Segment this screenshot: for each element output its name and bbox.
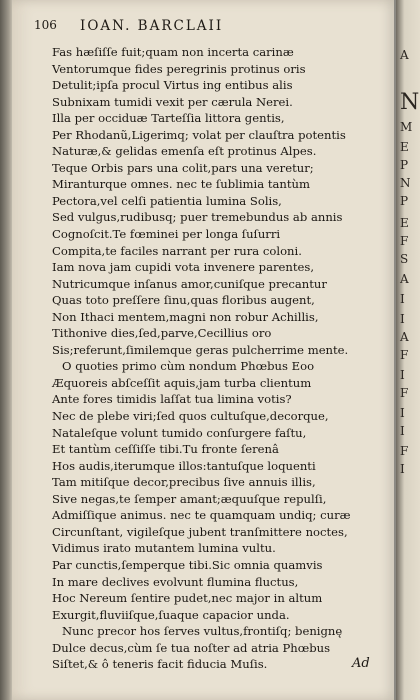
verse-line: Nutricumque inſanus amor,cuniſque precantur [52, 276, 327, 291]
verse-line: Ventorumque fides peregrinis protinus oris [52, 61, 306, 76]
verse-line: Exurgit,fluviiſque,ſuaque capacior unda. [52, 607, 290, 622]
verse-line: Subnixam tumidi vexit per cærula Nerei. [52, 94, 293, 109]
verse-line: Quas toto preſſere ſinu,quas floribus augent, [52, 293, 315, 308]
verse-line: Fas hæſiſſe fuit;quam non incerta carinæ [52, 45, 294, 59]
poem-text [52, 44, 382, 673]
verse-line: Pectora,vel celſi patientia lumina Solis, [52, 193, 282, 208]
verse-line: Par cunctis,ſemperque tibi.Sic omnia quamvis [52, 557, 323, 572]
facing-page-letter: M [400, 120, 413, 134]
verse-line: In mare declives evolvunt flumina fluctus, [52, 574, 299, 589]
verse-line: Sed vulgus,rudibusq; puer tremebundus ab annis [52, 210, 343, 225]
facing-page-edge [396, 0, 420, 700]
running-head: IOAN. BARCLAII [80, 18, 224, 34]
verse-line: Iam nova jam cupidi vota invenere parentes, [52, 260, 315, 275]
facing-page-letter: F [400, 348, 409, 362]
facing-page-letter: I [400, 368, 405, 382]
facing-page-letter: E [400, 216, 409, 230]
verse-line: Nataleſque volunt tumido conſurgere faſtu, [52, 425, 307, 440]
facing-page-letter: N [400, 176, 411, 190]
facing-page-letter: I [400, 424, 405, 438]
verse-line: Et tantùm ceſſiſſe tibi.Tu fronte ſerenâ [52, 442, 279, 457]
facing-page-letter: I [400, 406, 405, 420]
facing-page-letter: P [400, 158, 409, 172]
verse-line: Miranturque omnes. nec te ſublimia tantùm [52, 177, 310, 192]
verse-line: Cognoſcit.Te fœminei per longa ſuſurri [52, 227, 281, 242]
catchword: Ad [352, 656, 370, 671]
verse-line: Admiſſique animus. nec te quamquam undiq; curæ [52, 508, 351, 523]
page-header [34, 18, 384, 40]
verse-line: Tam mitiſque decor,precibus ſive annuis illis, [52, 475, 316, 490]
verse-line: Æquoreis abſceſſit aquis,jam turba clientum [52, 375, 312, 390]
verse-line: Non Ithaci mentem,magni non robur Achillis, [52, 309, 319, 324]
facing-page-letter: I [400, 312, 405, 326]
facing-page-letter: P [400, 194, 409, 208]
verse-line: Ante fores timidis laſſat tua limina votis? [52, 392, 292, 407]
verse-line: Hos audis,iterumque illos:tantuſque loquenti [52, 458, 316, 473]
verse-line: Circunſtant, vigileſque jubent tranſmittere noctes, [52, 524, 348, 539]
verse-line: Sive negas,te ſemper amant;æquuſque repulſi, [52, 491, 327, 506]
verse-line: Siſtet,& ô teneris facit fiducia Muſis. [52, 657, 268, 672]
verse-line: Nec de plebe viri;ſed quos cultuſque,decorque, [52, 409, 329, 424]
facing-page-letter: I [400, 462, 405, 476]
verse-line: Per Rhodanũ,Ligerimq; volat per clauſtra potentis [52, 127, 346, 142]
verse-line: Teque Orbis pars una colit,pars una veretur; [52, 160, 314, 175]
facing-page-letter: A [400, 330, 409, 344]
verse-line: Sis;referunt,ſimilemque geras pulcherrime mente. [52, 342, 349, 357]
facing-page-letter: S [400, 252, 409, 266]
facing-page-letter: E [400, 140, 409, 154]
page-number: 106 [34, 18, 57, 32]
verse-line: Nunc precor hos ſerves vultus,frontiſq; benignę [62, 624, 343, 639]
verse-line: Dulce decus,cùm ſe tua noſter ad atria Phœbus [52, 640, 331, 655]
verse-line: Detulit;ipſa procul Virtus ing entibus alis [52, 78, 293, 93]
facing-page-letter: F [400, 386, 409, 400]
facing-page-letter: I [400, 292, 405, 306]
facing-page-letter: A [400, 272, 409, 286]
facing-page-letter: F [400, 234, 409, 248]
verse-line: Illa per occiduæ Tarteſſia littora gentis, [52, 111, 285, 126]
facing-page-letter: A [400, 48, 409, 62]
facing-page-letter: F [400, 444, 409, 458]
verse-line: Hoc Nereum ſentire pudet,nec major in altum [52, 591, 323, 606]
verse-line: Tithonive dies,ſed,parve,Cecillius oro [52, 326, 272, 341]
verse-line: Compita,te faciles narrant per rura coloni. [52, 243, 302, 258]
verse-line: Vidimus irato mutantem lumina vultu. [52, 541, 276, 556]
verse-line: O quoties primo cùm nondum Phœbus Eoo [62, 359, 315, 374]
facing-page-letter: N [400, 90, 420, 115]
verse-line: Naturæ,& gelidas emenſa eſt protinus Alpes. [52, 144, 317, 159]
